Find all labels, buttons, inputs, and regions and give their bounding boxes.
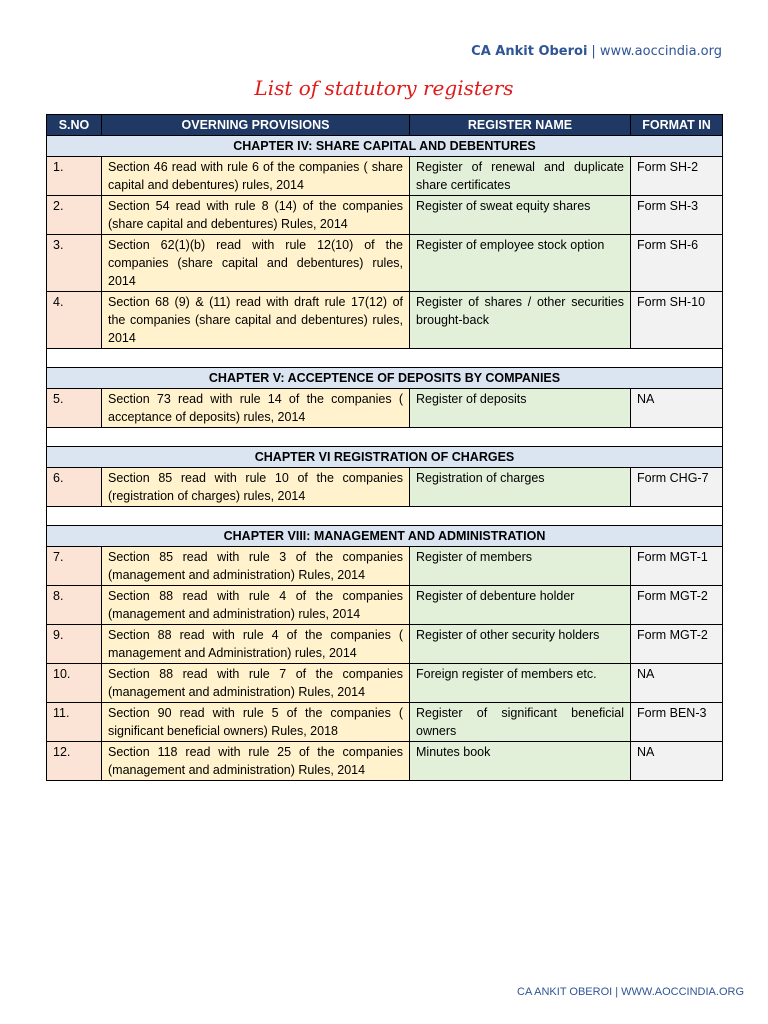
register-name-cell: Register of members: [410, 547, 631, 586]
sno-cell: 8.: [47, 586, 102, 625]
format-cell: Form CHG-7: [631, 468, 723, 507]
author-name: CA Ankit Oberoi: [471, 44, 588, 59]
register-name-cell: Register of employee stock option: [410, 235, 631, 292]
sno-cell: 4.: [47, 292, 102, 349]
register-name-cell: Register of significant beneficial owners: [410, 703, 631, 742]
table-row: [47, 664, 723, 703]
register-name-cell: Register of sweat equity shares: [410, 196, 631, 235]
sno-cell: 1.: [47, 157, 102, 196]
register-name-cell: Foreign register of members etc.: [410, 664, 631, 703]
chapter-row: [47, 526, 723, 547]
spacer-row: [47, 507, 723, 526]
register-name-cell: Register of debenture holder: [410, 586, 631, 625]
format-cell: NA: [631, 664, 723, 703]
table-row: [47, 196, 723, 235]
spacer-cell: [47, 507, 723, 526]
sno-cell: 7.: [47, 547, 102, 586]
register-name-cell: Register of other security holders: [410, 625, 631, 664]
provision-cell: Section 68 (9) & (11) read with draft rule 17(12) of the companies (share capital and debentures) rules, 2014: [102, 292, 410, 349]
provision-cell: Section 85 read with rule 10 of the companies (registration of charges) rules, 2014: [102, 468, 410, 507]
format-cell: Form BEN-3: [631, 703, 723, 742]
format-cell: Form MGT-1: [631, 547, 723, 586]
column-header-provisions: OVERNING PROVISIONS: [102, 115, 410, 136]
sno-cell: 9.: [47, 625, 102, 664]
table-row: [47, 157, 723, 196]
table-row: [47, 586, 723, 625]
sno-cell: 11.: [47, 703, 102, 742]
column-header-format: FORMAT IN: [631, 115, 723, 136]
column-header-sno: S.NO: [47, 115, 102, 136]
chapter-heading: CHAPTER VIII: MANAGEMENT AND ADMINISTRATION: [47, 526, 723, 547]
register-name-cell: Register of renewal and duplicate share certificates: [410, 157, 631, 196]
table-body: [47, 136, 723, 781]
format-cell: NA: [631, 389, 723, 428]
sno-cell: 2.: [47, 196, 102, 235]
spacer-cell: [47, 428, 723, 447]
sno-cell: 5.: [47, 389, 102, 428]
format-cell: Form SH-6: [631, 235, 723, 292]
format-cell: Form SH-2: [631, 157, 723, 196]
table-row: [47, 703, 723, 742]
spacer-cell: [47, 349, 723, 368]
format-cell: Form SH-10: [631, 292, 723, 349]
page-header: [471, 44, 722, 59]
spacer-row: [47, 349, 723, 368]
table-row: [47, 547, 723, 586]
format-cell: Form MGT-2: [631, 625, 723, 664]
provision-cell: Section 118 read with rule 25 of the companies (management and administration) Rules, 2014: [102, 742, 410, 781]
table-row: [47, 742, 723, 781]
chapter-heading: CHAPTER IV: SHARE CAPITAL AND DEBENTURES: [47, 136, 723, 157]
format-cell: Form SH-3: [631, 196, 723, 235]
chapter-row: [47, 368, 723, 389]
provision-cell: Section 62(1)(b) read with rule 12(10) of the companies (share capital and debentures) rules, 2014: [102, 235, 410, 292]
header-website-link[interactable]: www.aoccindia.org: [599, 44, 722, 59]
sno-cell: 10.: [47, 664, 102, 703]
chapter-heading: CHAPTER VI REGISTRATION OF CHARGES: [47, 447, 723, 468]
chapter-heading: CHAPTER V: ACCEPTENCE OF DEPOSITS BY COMPANIES: [47, 368, 723, 389]
footer-separator: |: [615, 986, 619, 998]
footer-website-link[interactable]: WWW.AOCCINDIA.ORG: [621, 986, 744, 998]
header-separator: |: [591, 44, 596, 59]
chapter-row: [47, 447, 723, 468]
register-name-cell: Registration of charges: [410, 468, 631, 507]
register-name-cell: Minutes book: [410, 742, 631, 781]
table-row: [47, 292, 723, 349]
spacer-row: [47, 428, 723, 447]
provision-cell: Section 88 read with rule 4 of the companies ( management and Administration) rules, 2014: [102, 625, 410, 664]
sno-cell: 6.: [47, 468, 102, 507]
provision-cell: Section 46 read with rule 6 of the companies ( share capital and debentures) rules, 2014: [102, 157, 410, 196]
provision-cell: Section 85 read with rule 3 of the companies (management and administration) Rules, 2014: [102, 547, 410, 586]
provision-cell: Section 90 read with rule 5 of the companies ( significant beneficial owners) Rules, 2018: [102, 703, 410, 742]
register-name-cell: Register of deposits: [410, 389, 631, 428]
sno-cell: 12.: [47, 742, 102, 781]
provision-cell: Section 73 read with rule 14 of the companies ( acceptance of deposits) rules, 2014: [102, 389, 410, 428]
document-title: List of statutory registers: [254, 76, 514, 100]
table-row: [47, 468, 723, 507]
format-cell: Form MGT-2: [631, 586, 723, 625]
format-cell: NA: [631, 742, 723, 781]
registers-table: [46, 114, 723, 781]
column-header-register-name: REGISTER NAME: [410, 115, 631, 136]
table-header: [47, 115, 723, 136]
provision-cell: Section 88 read with rule 7 of the companies (management and administration) Rules, 2014: [102, 664, 410, 703]
register-name-cell: Register of shares / other securities brought-back: [410, 292, 631, 349]
provision-cell: Section 54 read with rule 8 (14) of the companies (share capital and debentures) Rules, 2014: [102, 196, 410, 235]
chapter-row: [47, 136, 723, 157]
table-row: [47, 235, 723, 292]
provision-cell: Section 88 read with rule 4 of the companies (management and administration) rules, 2014: [102, 586, 410, 625]
table-row: [47, 389, 723, 428]
table-row: [47, 625, 723, 664]
footer-author-name: CA ANKIT OBEROI: [517, 986, 613, 998]
page-footer: [517, 986, 744, 998]
sno-cell: 3.: [47, 235, 102, 292]
